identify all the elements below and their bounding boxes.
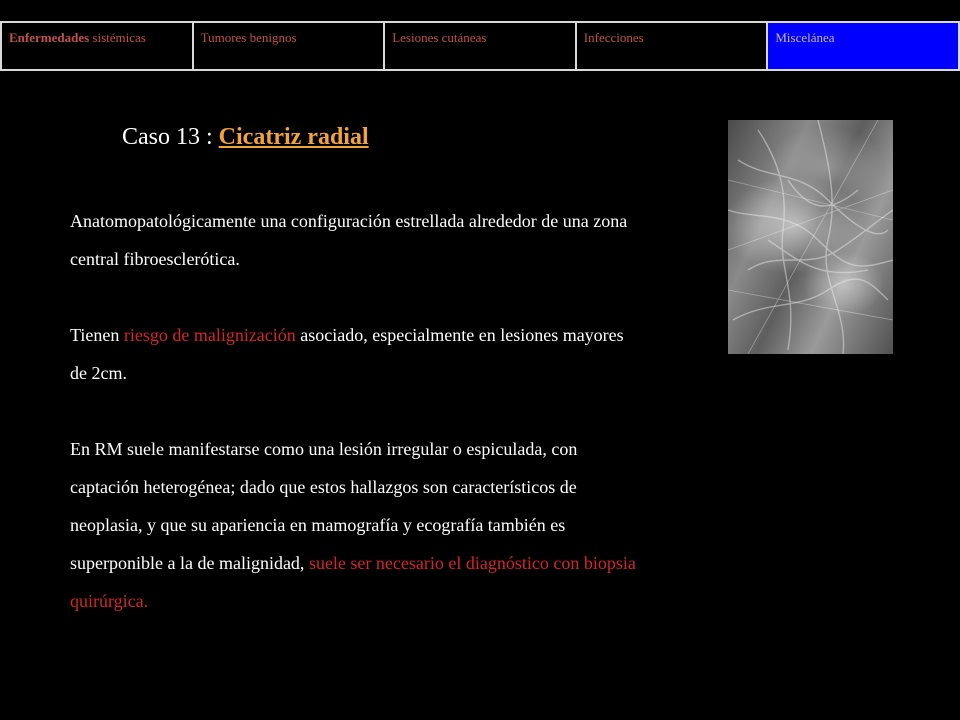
tab-label: Infecciones bbox=[583, 30, 644, 45]
tab-label: Miscelánea bbox=[775, 30, 835, 45]
highlight-text: riesgo de malignización bbox=[123, 325, 296, 345]
paragraph-rm bbox=[70, 430, 640, 620]
title-prefix: Caso 13 : bbox=[122, 124, 219, 150]
title-link[interactable]: Cicatriz radial bbox=[218, 124, 369, 150]
tab-infecciones[interactable] bbox=[576, 22, 768, 70]
tab-tumores-benignos[interactable] bbox=[193, 22, 385, 70]
tab-label: sistémicas bbox=[89, 30, 146, 45]
mammography-image bbox=[728, 120, 893, 354]
page-title bbox=[122, 124, 369, 151]
tab-lesiones-cutaneas[interactable] bbox=[384, 22, 576, 70]
tab-label-bold: Enfermedades bbox=[9, 30, 90, 45]
paragraph-riesgo bbox=[70, 316, 640, 392]
text: Tienen bbox=[70, 325, 124, 345]
text: asociado, especialmente en lesiones mayores de 2cm. bbox=[70, 325, 624, 383]
top-navigation bbox=[0, 21, 960, 71]
highlight-text: suele ser necesario el diagnóstico con biopsia quirúrgica. bbox=[70, 553, 636, 611]
tab-miscelanea[interactable] bbox=[767, 22, 959, 70]
paragraph-anatomopatologia: Anatomopatológicamente una configuración estrellada alrededor de una zona central fibroesclerótica. bbox=[70, 211, 628, 269]
text: En RM suele manifestarse como una lesión irregular o espiculada, con captación heterogénea; dado que estos hallazgos son característicos de neoplasia, y que su apariencia en mamografía y ecografía también es superponible a la de malignidad, bbox=[70, 439, 578, 573]
tab-enfermedades-sistemicas[interactable] bbox=[1, 22, 193, 70]
tab-label: Lesiones cutáneas bbox=[392, 30, 487, 45]
tab-label: Tumores benignos bbox=[200, 30, 297, 45]
content-body bbox=[70, 202, 640, 658]
